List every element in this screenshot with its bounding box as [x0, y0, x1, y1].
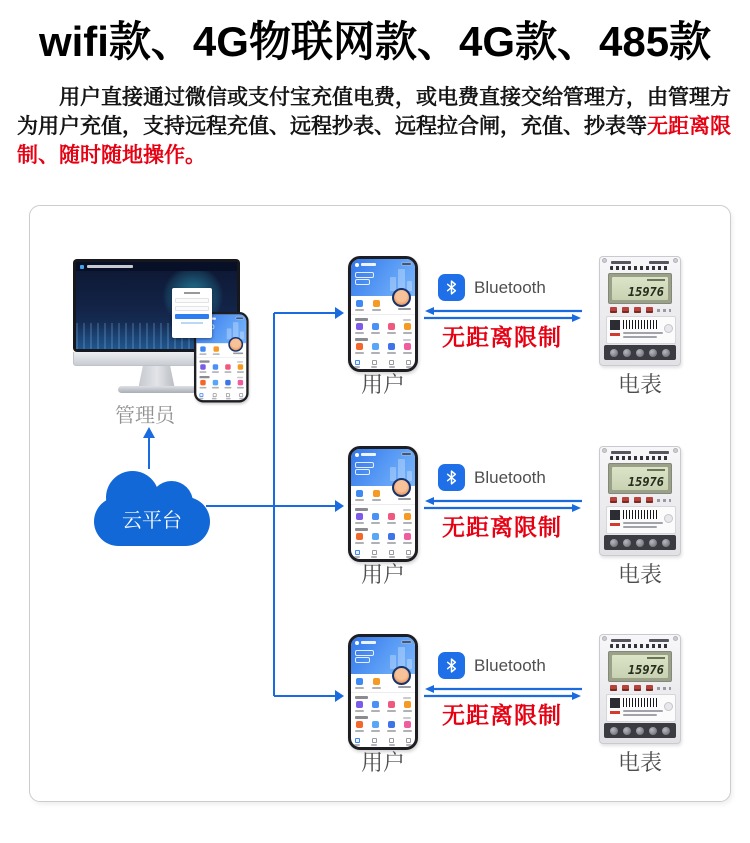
- barcode: [623, 510, 659, 519]
- meter-lcd-value: 15976: [627, 285, 664, 299]
- user-phone: [348, 634, 418, 750]
- user-phone: [348, 256, 418, 372]
- bluetooth-link: [438, 652, 598, 679]
- user-label: 用户: [360, 372, 405, 397]
- platform-title-bar: [87, 265, 133, 268]
- brand-mark: [610, 711, 620, 714]
- meter-lcd-value: 15976: [627, 663, 664, 677]
- no-distance-label: 无距离限制: [442, 514, 562, 540]
- qr-code: [610, 698, 620, 708]
- cloud-label: 云平台: [122, 510, 182, 532]
- electric-meter: [599, 634, 681, 744]
- qr-code: [610, 510, 620, 520]
- qr-code: [610, 320, 620, 330]
- meter-buttons: [610, 497, 653, 503]
- camera-cutout: [401, 640, 412, 644]
- login-links-bar: [181, 322, 203, 324]
- diagram-panel: [29, 205, 731, 802]
- bluetooth-icon: [438, 274, 465, 301]
- camera-cutout: [401, 262, 412, 266]
- user-phone: [348, 446, 418, 562]
- meter-lcd: [608, 651, 672, 682]
- bluetooth-icon: [438, 652, 465, 679]
- user-avatar-icon: [355, 641, 359, 645]
- electric-meter: [599, 446, 681, 556]
- device-row: [30, 256, 730, 396]
- camera-cutout: [401, 452, 412, 456]
- barcode: [623, 698, 659, 707]
- login-button: [175, 314, 209, 319]
- barcode: [623, 320, 659, 329]
- user-label: 用户: [360, 562, 405, 587]
- meter-lcd-value: 15976: [627, 475, 664, 489]
- meter-label: 电表: [617, 750, 662, 775]
- meter-buttons: [610, 307, 653, 313]
- user-avatar-icon: [355, 263, 359, 267]
- bluetooth-icon: [438, 464, 465, 491]
- meter-label: 电表: [617, 372, 662, 397]
- profile-avatar: [392, 666, 411, 685]
- meter-lcd: [608, 463, 672, 494]
- monitor-titlebar: [76, 262, 237, 271]
- profile-avatar: [392, 288, 411, 307]
- login-username-field: [175, 298, 209, 303]
- up-arrowhead: [143, 427, 155, 438]
- platform-logo-icon: [80, 265, 84, 269]
- brand-mark: [610, 333, 620, 336]
- bluetooth-label: Bluetooth: [474, 467, 546, 487]
- intro-text: 用户直接通过微信或支付宝充值电费，或电费直接交给管理方，由管理方为用户充值，支持远程充值、远程抄表、远程拉合闸，充值、抄表等: [17, 86, 731, 138]
- meter-label: 电表: [617, 562, 662, 587]
- user-avatar-icon: [355, 453, 359, 457]
- intro-paragraph: [17, 84, 733, 170]
- bluetooth-link: [438, 464, 598, 491]
- intro-highlight: 无距离限制、随时随地操作。: [17, 114, 731, 167]
- profile-avatar: [392, 478, 411, 497]
- login-password-field: [175, 306, 209, 311]
- meter-terminals: [604, 345, 676, 360]
- bluetooth-link: [438, 274, 598, 301]
- meter-terminals: [604, 535, 676, 550]
- user-label: 用户: [360, 750, 405, 775]
- meter-nameplate: [606, 316, 676, 344]
- no-distance-label: 无距离限制: [442, 702, 562, 728]
- meter-lcd: [608, 273, 672, 304]
- meter-nameplate: [606, 506, 676, 534]
- meter-buttons: [610, 685, 653, 691]
- meter-nameplate: [606, 694, 676, 722]
- admin-label: 管理员: [115, 405, 175, 427]
- login-title-bar: [184, 292, 200, 294]
- bluetooth-label: Bluetooth: [474, 277, 546, 297]
- no-distance-label: 无距离限制: [442, 324, 562, 350]
- meter-terminals: [604, 723, 676, 738]
- login-card: [172, 288, 212, 338]
- device-row: [30, 634, 730, 774]
- brand-mark: [610, 523, 620, 526]
- electric-meter: [599, 256, 681, 366]
- bluetooth-label: Bluetooth: [474, 655, 546, 675]
- page-title: wifi款、4G物联网款、4G款、485款: [38, 18, 712, 65]
